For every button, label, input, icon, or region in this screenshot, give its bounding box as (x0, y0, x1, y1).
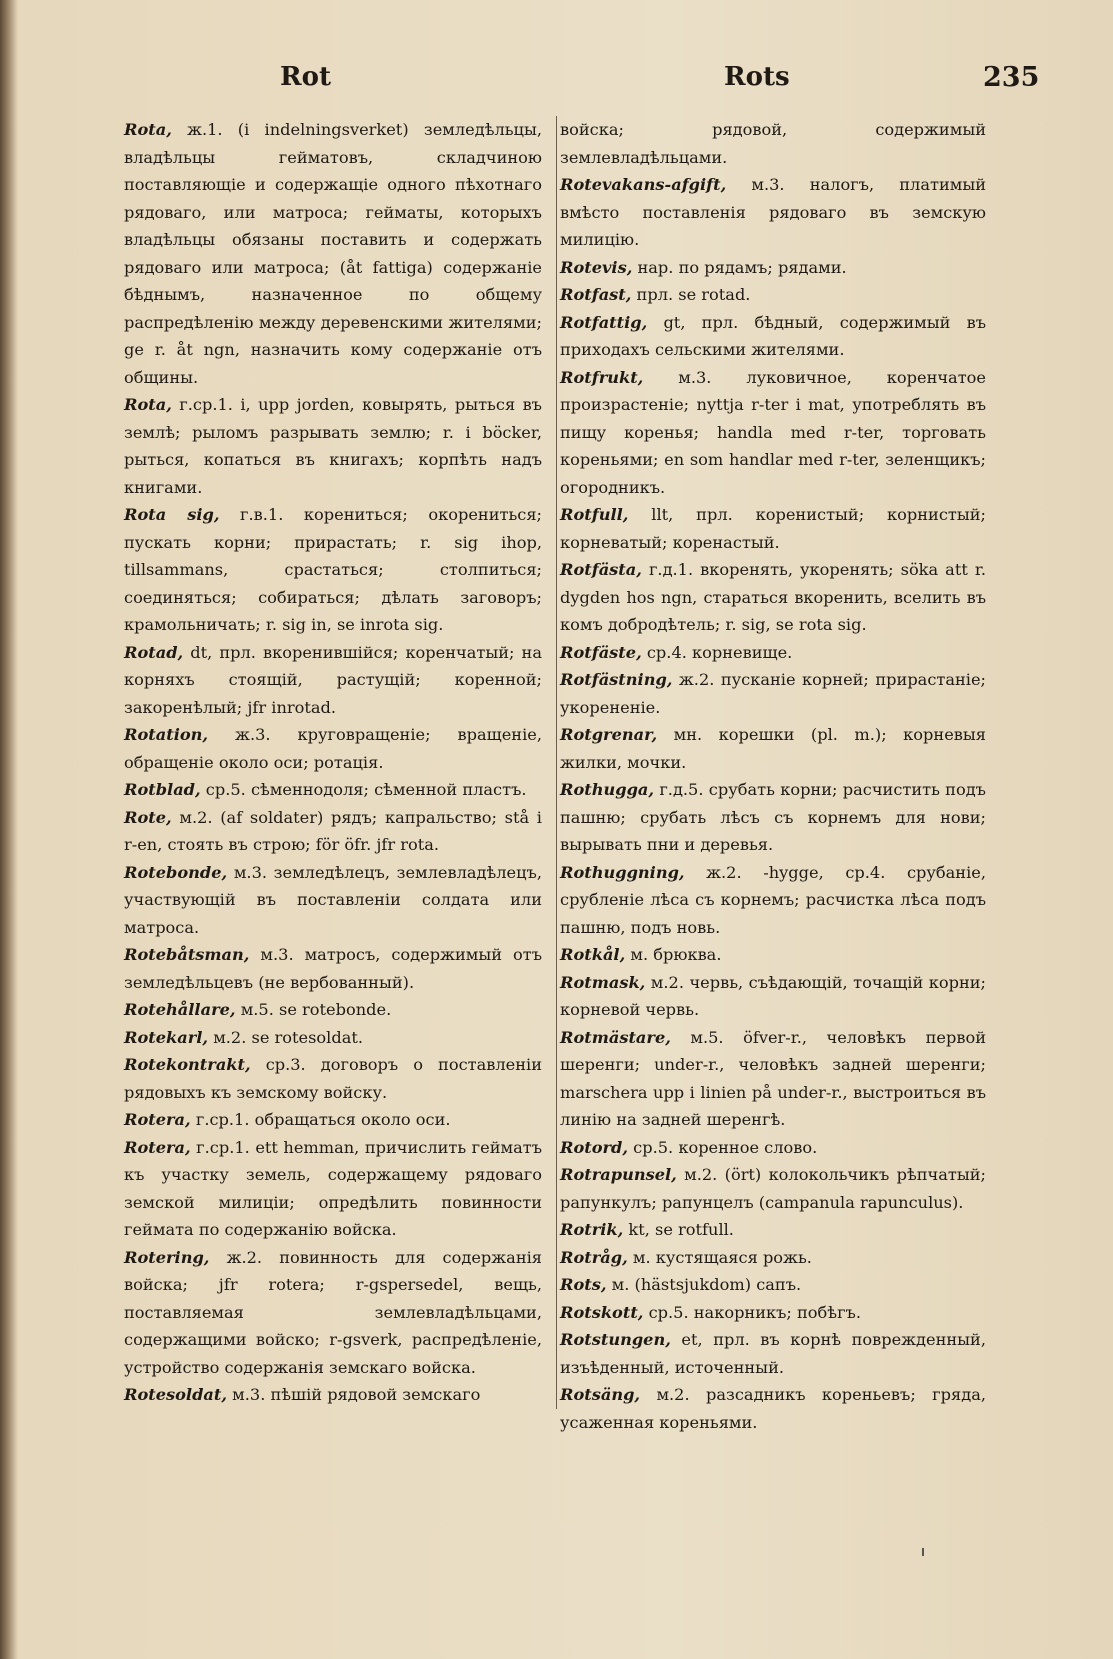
entry-headword: Rota, (124, 395, 172, 414)
dictionary-entry (124, 996, 542, 1024)
entry-definition: прл. se rotad. (631, 285, 751, 304)
dictionary-entry (560, 1024, 986, 1134)
left-column (124, 116, 557, 1409)
entry-headword: Rotevis, (560, 257, 633, 277)
dictionary-entry (124, 721, 542, 776)
dictionary-entry (124, 116, 542, 391)
entry-headword: Rotsäng, (560, 1385, 641, 1404)
entry-definition: м.2. (af soldater) рядъ; капральство; stå i r-en, стоять въ строю; för öfr. jfr rota. (124, 807, 542, 854)
dictionary-entry (124, 804, 542, 859)
dictionary-entry (124, 1244, 542, 1382)
dictionary-entry (560, 666, 986, 721)
dictionary-entry (560, 721, 986, 776)
entry-definition: м.2. червь, съѣдающій, точащій корни; корневой червь. (560, 972, 986, 1019)
dictionary-entry (560, 941, 986, 969)
entry-headword: Rotebåtsman, (124, 945, 250, 964)
entry-definition: войска; рядовой, содержимый землевладѣльцами. (560, 120, 986, 167)
entry-definition: нар. по рядамъ; рядами. (632, 257, 847, 277)
entry-headword: Rotesoldat, (124, 1385, 228, 1404)
entry-headword: Rota, (124, 120, 172, 139)
entry-definition: ср.5. накорникъ; побѣгъ. (643, 1302, 861, 1322)
dictionary-entry (124, 639, 542, 722)
entry-headword: Rotera, (124, 1110, 191, 1129)
entry-definition: ж.2. -hygge, ср.4. срубаніе, срубленіе лѣса съ корнемъ; расчистка лѣса подъ пашню, подъ новь. (560, 862, 986, 937)
entry-headword: Rotkål, (560, 945, 626, 964)
dictionary-entry (560, 1271, 986, 1299)
entry-definition: ср.4. корневище. (641, 642, 793, 662)
entry-headword: Rotering, (124, 1247, 210, 1267)
entry-definition: мн. корешки (pl. m.); корневыя жилки, мочки. (560, 725, 986, 772)
dictionary-entry (124, 776, 542, 804)
entry-headword: Rotevakans-afgift, (560, 175, 727, 194)
entry-headword: Rotekarl, (124, 1027, 209, 1047)
entry-definition: ж.1. (i indelningsverket) земледѣльцы, владѣльцы гейматовъ, складчиною поставляющіе и содержащіе одного пѣхотнаго рядоваго, или матроса; гейматы, которыхъ владѣльцы обязаны поставить и содержать рядоваго или матроса; (åt fattiga) содержаніе бѣднымъ, назначенное по общему распредѣленію между деревенскими жителями; ge r. åt ngn, назначить кому содержаніе отъ общины. (124, 120, 542, 387)
entry-definition: dt, прл. вкоренившійся; коренчатый; на корняхъ стоящій, растущій; коренной; закоренѣлый; jfr inrotad. (124, 642, 542, 717)
entry-definition: м.3. матросъ, содержимый отъ земледѣльцевъ (не вербованный). (124, 945, 542, 992)
entry-definition: ж.2. пусканіе корней; прирастаніе; укорененіе. (560, 670, 986, 717)
dictionary-entry (560, 776, 986, 859)
entry-headword: Rotgrenar, (560, 725, 658, 744)
dictionary-entry (560, 364, 986, 502)
entry-headword: Rotation, (124, 725, 209, 744)
entry-definition: м.2. разсадникъ кореньевъ; гряда, усаженная кореньями. (560, 1385, 986, 1432)
entry-headword: Rotfästning, (560, 670, 673, 689)
entry-definition: ж.3. круговращеніе; вращеніе, обращеніе около оси; ротація. (124, 725, 542, 772)
entry-definition: г.ср.1. обращаться около оси. (190, 1110, 451, 1129)
entry-definition: г.ср.1. ett hemman, причислить гейматъ къ участку земель, содержащему рядоваго земской милиціи; опредѣлить повинности геймата по содержанію войска. (124, 1137, 542, 1239)
dictionary-entry (560, 556, 986, 639)
entry-definition: г.д.1. вкоренять, укоренять; söka att r. dygden hos ngn, стараться вкоренить, вселить въ комъ добродѣтель; r. sig, se rota sig. (560, 560, 986, 634)
entry-headword: Rotehållare, (124, 1000, 236, 1019)
entry-headword: Rotråg, (560, 1247, 628, 1267)
entry-definition: м.3. пѣшій рядовой земскаго (227, 1385, 481, 1404)
ink-mark (922, 1548, 924, 1556)
entry-definition: gt, прл. бѣдный, содержимый въ приходахъ сельскими жителями. (560, 312, 986, 359)
dictionary-entry (560, 1216, 986, 1244)
dictionary-entry (560, 639, 986, 667)
entry-headword: Rotfast, (560, 285, 632, 304)
entry-definition: м.2. (ört) колокольчикъ рѣпчатый; рапункулъ; рапунцелъ (campanula rapunculus). (560, 1165, 986, 1212)
dictionary-entry (124, 859, 542, 942)
entry-definition: г.ср.1. i, upp jorden, ковырять, рыться въ землѣ; рыломъ разрывать землю; r. i böcker, рыться, копаться въ книгахъ; корпѣть надъ книгами. (124, 395, 542, 497)
entry-definition: ср.5. сѣменнодоля; сѣменной пластъ. (200, 780, 527, 799)
entry-headword: Rothuggning, (560, 862, 685, 882)
left-guide-word: Rot (280, 62, 331, 92)
entry-headword: Rotekontrakt, (124, 1055, 251, 1074)
entry-definition: kt, se rotfull. (623, 1220, 734, 1239)
entry-headword: Rotrik, (560, 1220, 624, 1239)
entry-definition: ж.2. повинность для содержанія войска; jfr rotera; r-gspersedel, вещь, поставляемая землевладѣльцами, содержащими войско; r-gsverk, распредѣленіе, устройство содержанія земскаго войска. (124, 1247, 542, 1377)
entry-headword: Rotfattig, (560, 312, 648, 332)
dictionary-entry (560, 309, 986, 364)
dictionary-entry (560, 501, 986, 556)
entry-definition: м.5. öfver-r., человѣкъ первой шеренги; under-r., человѣкъ задней шеренги; marschera upp i linien på under-r., выстроиться въ линію на задней шеренгѣ. (560, 1027, 986, 1129)
entry-headword: Rothugga, (560, 780, 655, 799)
entry-definition: llt, прл. коренистый; корнистый; корневатый; коренастый. (560, 505, 986, 552)
entry-headword: Rotebonde, (124, 862, 228, 882)
entry-headword: Rotrapunsel, (560, 1165, 677, 1184)
dictionary-entry (124, 1024, 542, 1052)
entry-headword: Rots, (560, 1275, 607, 1294)
entry-definition: м.2. se rotesoldat. (208, 1027, 364, 1047)
dictionary-entry (124, 1381, 542, 1409)
entry-definition: м.3. луковичное, коренчатое произрастеніе; nyttja r-ter i mat, употреблять въ пищу коренья; handla med r-ter, торговать кореньями; en som handlar med r-ter, зеленщикъ; огородникъ. (560, 367, 986, 497)
dictionary-entry (560, 859, 986, 942)
entry-headword: Rotera, (124, 1137, 191, 1157)
page-header (0, 62, 1113, 102)
entry-definition: м. (hästsjukdom) сапъ. (606, 1275, 802, 1294)
entry-definition: et, прл. въ корнѣ поврежденный, изъѣденный, источенный. (560, 1330, 986, 1377)
dictionary-entry (124, 1134, 542, 1244)
entry-headword: Rotmask, (560, 972, 646, 992)
page-number: 235 (983, 62, 1040, 93)
dictionary-entry (560, 969, 986, 1024)
entry-definition: ср.3. договоръ о поставленіи рядовыхъ къ земскому войску. (124, 1055, 542, 1102)
entry-headword: Rote, (124, 807, 172, 827)
dictionary-entry (560, 171, 986, 254)
entry-definition: м.3. налогъ, платимый вмѣсто поставленія рядоваго въ земскую милицію. (560, 175, 986, 249)
entry-headword: Rotstungen, (560, 1330, 671, 1349)
entry-headword: Rotfull, (560, 505, 629, 524)
dictionary-entry (560, 281, 986, 309)
entry-headword: Rotfästa, (560, 560, 642, 579)
dictionary-entry (124, 1051, 542, 1106)
entry-definition: м.5. se rotebonde. (235, 1000, 392, 1019)
dictionary-entry (124, 501, 542, 639)
entry-headword: Rotfäste, (560, 642, 642, 662)
right-column (560, 116, 986, 1436)
entry-definition: м.3. земледѣлецъ, землевладѣлецъ, участвующій въ поставленіи солдата или матроса. (124, 862, 542, 937)
dictionary-entry (560, 1134, 986, 1162)
entry-headword: Rotblad, (124, 780, 201, 799)
entry-headword: Rotfrukt, (560, 367, 644, 387)
entry-headword: Rotmästare, (560, 1027, 671, 1047)
entry-headword: Rotskott, (560, 1302, 644, 1322)
dictionary-entry (560, 1381, 986, 1436)
dictionary-entry (124, 1106, 542, 1134)
dictionary-entry (560, 254, 986, 282)
entry-definition: г.в.1. корениться; окорениться; пускать корни; прирастать; r. sig ihop, tillsammans, срастаться; столпиться; соединяться; собираться; дѣлать заговоръ; крамольничать; r. sig in, se inrota sig. (124, 505, 542, 634)
right-guide-word: Rots (724, 62, 790, 92)
entry-headword: Rotad, (124, 642, 184, 662)
dictionary-entry (560, 1326, 986, 1381)
dictionary-entry (124, 391, 542, 501)
entry-definition: г.д.5. срубать корни; расчистить подъ пашню; срубать лѣсъ съ корнемъ для нови; вырывать пни и деревья. (560, 780, 986, 854)
dictionary-entry (124, 941, 542, 996)
entry-definition: ср.5. коренное слово. (628, 1137, 818, 1157)
entry-definition: м. кустящаяся рожь. (627, 1247, 812, 1267)
dictionary-entry (560, 1161, 986, 1216)
dictionary-entry (560, 1299, 986, 1327)
dictionary-entry (560, 116, 986, 171)
dictionary-entry (560, 1244, 986, 1272)
entry-headword: Rota sig, (124, 505, 220, 524)
entry-headword: Rotord, (560, 1137, 629, 1157)
entry-definition: м. брюква. (625, 945, 722, 964)
